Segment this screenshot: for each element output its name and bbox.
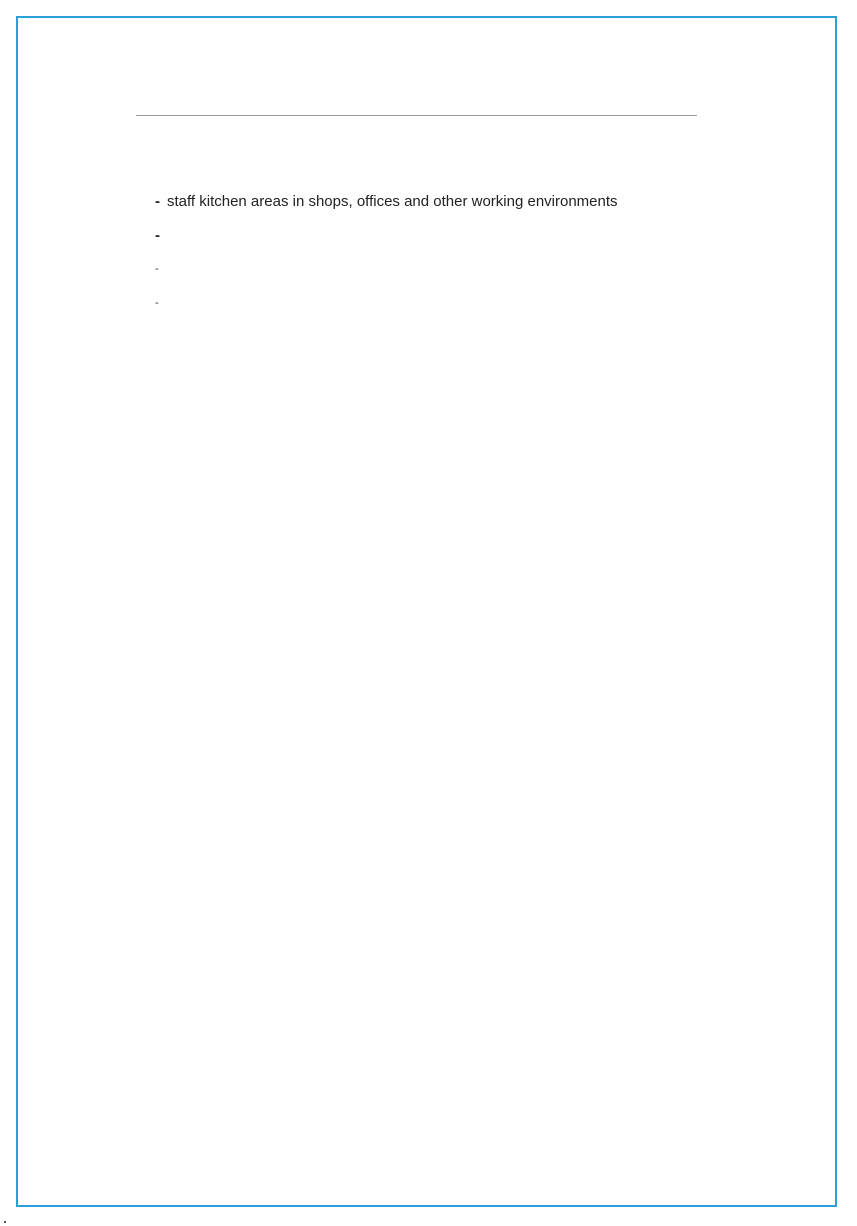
list-item	[155, 259, 618, 293]
list-item	[155, 226, 618, 260]
list-item-marker: -	[155, 296, 159, 309]
header-divider-line	[136, 115, 697, 116]
corner-dot	[4, 1221, 6, 1223]
list-item-text: staff kitchen areas in shops, offices and other working environments	[167, 193, 618, 210]
list-item	[155, 293, 618, 327]
list-item-marker: -	[155, 226, 160, 244]
list-item-marker: -	[155, 193, 160, 210]
bullet-list	[155, 192, 618, 326]
list-item	[155, 192, 618, 226]
list-item-marker: -	[155, 263, 159, 275]
